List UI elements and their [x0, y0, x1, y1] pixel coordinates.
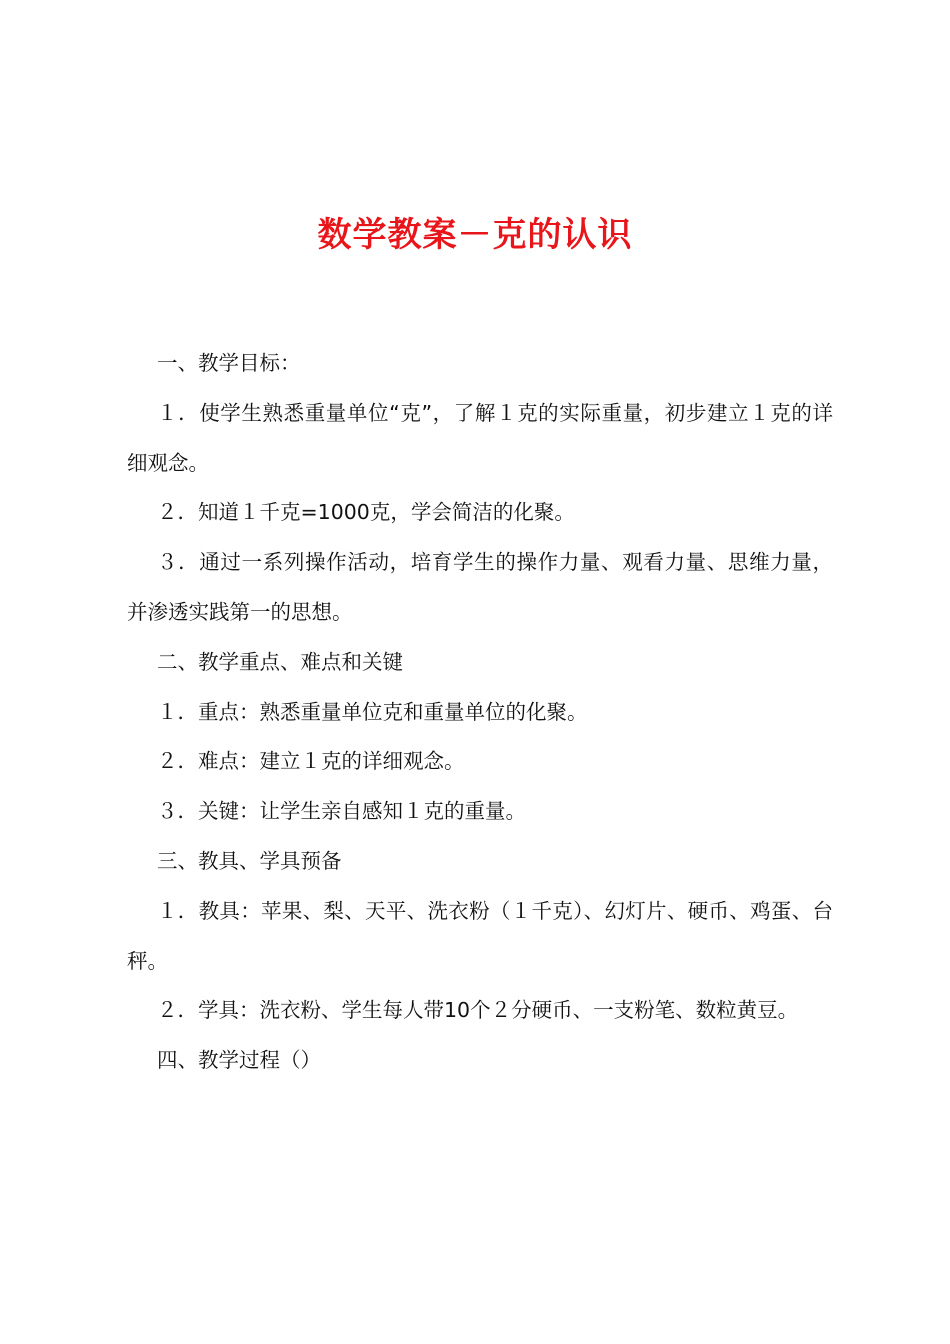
materials-item-1: １．教具：苹果、梨、天平、洗衣粉（１千克）、幻灯片、硬币、鸡蛋、台秤。: [127, 898, 833, 973]
section-heading-key-points: 二、教学重点、难点和关键: [157, 649, 403, 674]
objective-item-1: １．使学生熟悉重量单位“克”，了解１克的实际重量，初步建立１克的详细观念。: [127, 400, 833, 475]
key-point-item-1: １．重点：熟悉重量单位克和重量单位的化聚。: [157, 699, 588, 724]
section-heading-process: 四、教学过程（）: [157, 1048, 321, 1073]
section-heading-objectives: 一、教学目标：: [157, 351, 301, 375]
materials-item-2: ２．学具：洗衣粉、学生每人带10个２分硬币、一支粉笔、数粒黄豆。: [157, 998, 799, 1023]
section-heading-materials: 三、教具、学具预备: [157, 848, 342, 873]
document-title: 数学教案－克的认识: [317, 215, 633, 255]
key-point-item-3: ３．关键：让学生亲自感知１克的重量。: [157, 799, 526, 824]
objective-item-3: ３．通过一系列操作活动，培育学生的操作力量、观看力量、思维力量，并渗透实践第一的思想。: [127, 550, 833, 624]
objective-item-2: ２．知道１千克=1000克，学会简洁的化聚。: [157, 500, 575, 525]
document-body: [127, 339, 833, 1086]
key-point-item-2: ２．难点：建立１克的详细观念。: [157, 749, 465, 774]
